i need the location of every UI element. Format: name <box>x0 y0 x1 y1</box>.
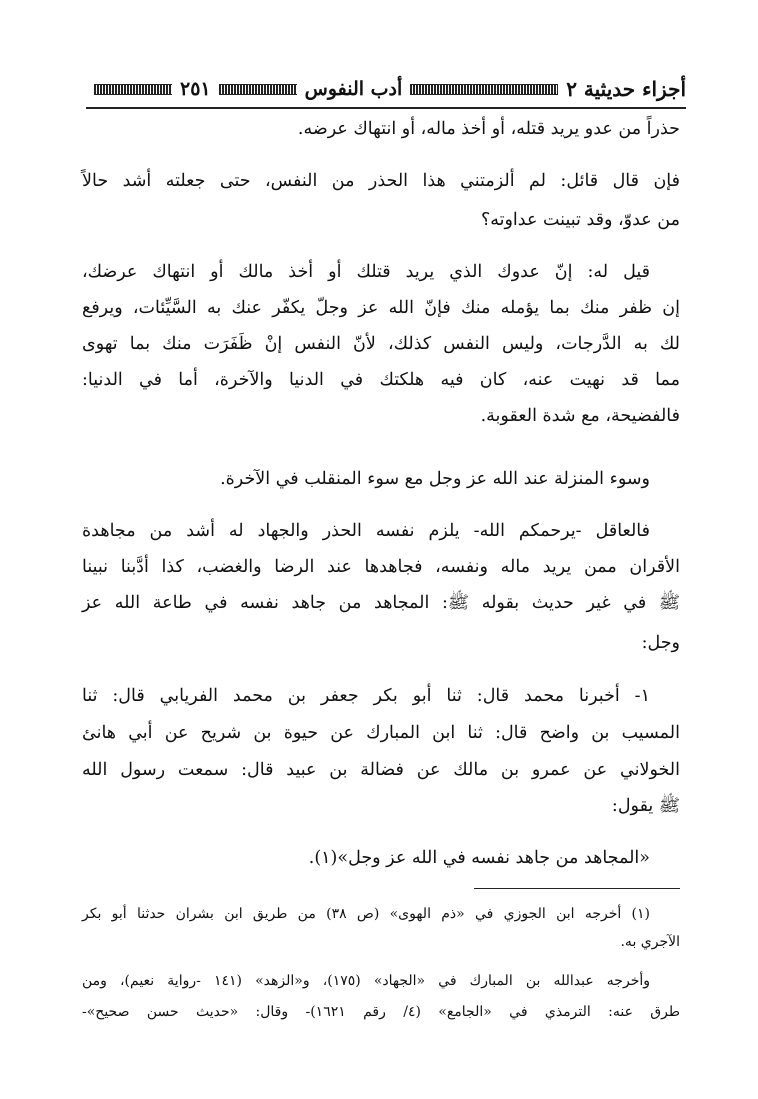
footnote-line: وأخرجه عبدالله بن المبارك في «الجهاد» (١٧٥)، و«الزهد» (١٤١ -رواية نعيم)، ومن <box>82 973 650 989</box>
text-line: الأقران ممن يريد ماله ونفسه، فجاهدها عند الرضا والغضب، كذا أدَّبنا نبينا <box>82 557 680 577</box>
text-line: فإن قال قائل: لم ألزمتني هذا الحذر من النفس، حتى جعلته أشد حالاً <box>82 171 680 191</box>
book-title: أدب النفوس <box>304 78 403 100</box>
header-ornament-left <box>219 84 297 95</box>
text-line: من عدوّ، وقد تبينت عداوته؟ <box>480 210 680 230</box>
page-number: ٢٥١ <box>180 78 211 100</box>
footnote-line: (١) أخرجه ابن الجوزي في «ذم الهوى» (ص ٣٨) من طريق ابن بشران حدثنا أبو بكر <box>82 906 650 922</box>
text-line: وجل: <box>641 633 680 653</box>
text-line: المسيب بن واضح قال: ثنا ابن المبارك عن حيوة بن شريح عن أبي هانئ <box>82 723 680 743</box>
running-header <box>86 72 686 106</box>
text-line: ﷺ في غير حديث بقوله ﷺ: المجاهد من جاهد نفسه في طاعة الله عز <box>82 593 680 613</box>
header-ornament-end <box>94 84 172 95</box>
text-line: وسوء المنزلة عند الله عز وجل مع سوء المنقلب في الآخرة. <box>220 469 650 489</box>
text-line: ١- أخبرنا محمد قال: ثنا أبو بكر جعفر بن محمد الفريابي قال: ثنا <box>82 686 650 706</box>
text-line: حذراً من عدو يريد قتله، أو أخذ ماله، أو انتهاك عرضه. <box>297 119 680 139</box>
text-line: فالفضيحة، مع شدة العقوبة. <box>480 406 680 426</box>
text-line: ﷺ يقول: <box>611 796 680 816</box>
text-line: مما قد نهيت عنه، كان فيه هلكتك في الدنيا والآخرة، أما في الدنيا: <box>82 370 680 390</box>
text-line: لك به الدَّرجات، وليس النفس كذلك، لأنّ النفس إنْ ظَفَرَت منك بما تهوى <box>82 334 680 354</box>
text-line: إن ظفر منك بما يؤمله منك فإنّ الله عز وجلّ يكفّر عنك به السَّيِّئات، ويرفع <box>82 298 680 318</box>
footnote-line: طرق عنه: الترمذي في «الجامع» (٤/ رقم ١٦٢١)- وقال: «حديث حسن صحيح»- <box>82 1004 680 1020</box>
header-rule <box>86 107 686 109</box>
footnote-line: الآجري به. <box>620 934 680 950</box>
header-ornament-right <box>410 84 558 95</box>
text-line: قيل له: إنّ عدوك الذي يريد قتلك أو أخذ مالك أو انتهاك عرضك، <box>82 262 650 282</box>
text-line: «المجاهد من جاهد نفسه في الله عز وجل»(١). <box>308 848 650 868</box>
text-line: فالعاقل -يرحمكم الله- يلزم نفسه الحذر والجهاد له أشد من مجاهدة <box>82 521 650 541</box>
footnote-rule <box>474 888 680 889</box>
text-line: الخولاني عن عمرو بن مالك عن فضالة بن عبيد قال: سمعت رسول الله <box>82 760 680 780</box>
series-title: أجزاء حديثية ٢ <box>566 77 686 101</box>
